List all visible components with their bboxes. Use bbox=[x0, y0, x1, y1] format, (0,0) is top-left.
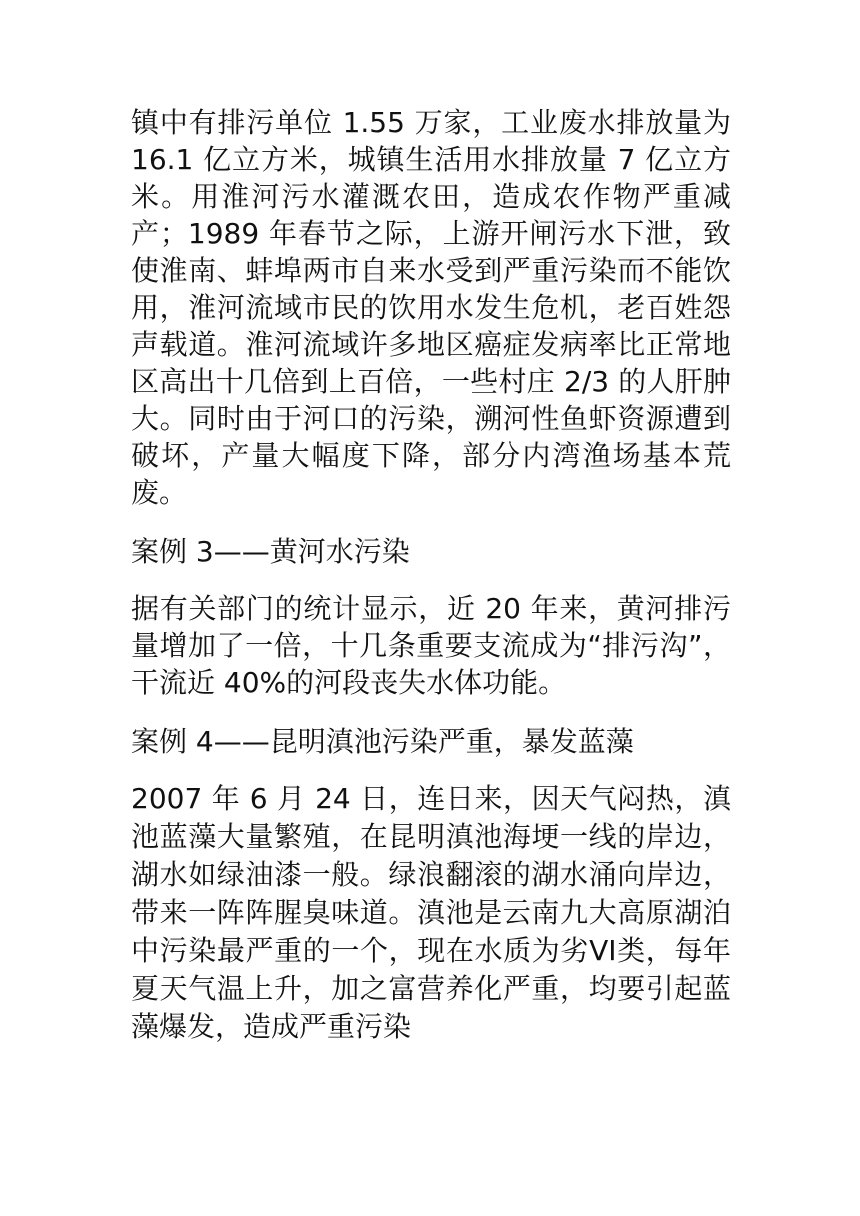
heading-case-3: 案例 3——黄河水污染 bbox=[131, 535, 410, 568]
paragraph-dianchi: 2007 年 6 月 24 日，连日来，因天气闷热，滇池蓝藻大量繁殖，在昆明滇池海埂一线的岸边，湖水如绿油漆一般。绿浪翻滚的湖水涌向岸边，带来一阵阵腥臭味道。滇池是云南九大高原湖泊中污染最严重的一个，现在水质为劣VI类，每年夏天气温上升，加之富营养化严重，均要引起蓝藻爆发，造成严重污染 bbox=[131, 782, 731, 1043]
heading-case-4: 案例 4——昆明滇池污染严重，暴发蓝藻 bbox=[131, 725, 634, 758]
document-body bbox=[131, 104, 731, 1068]
paragraph-yellow-river: 据有关部门的统计显示，近 20 年来，黄河排污量增加了一倍，十几条重要支流成为“排污沟”，干流近 40%的河段丧失水体功能。 bbox=[131, 592, 731, 699]
paragraph-huaihe-pollution: 镇中有排污单位 1.55 万家，工业废水排放量为 16.1 亿立方米，城镇生活用水排放量 7 亿立方米。用淮河污水灌溉农田，造成农作物严重减产；1989 年春节之际，上游开闸污水下泄，致使淮南、蚌埠两市自来水受到严重污染而不能饮用，淮河流域市民的饮用水发生危机，老百姓怨声载道。淮河流域许多地区癌症发病率比正常地区高出十几倍到上百倍，一些村庄 2/3 的人肝肿大。同时由于河口的污染，溯河性鱼虾资源遭到破坏，产量大幅度下降，部分内湾渔场基本荒废。 bbox=[131, 106, 731, 509]
